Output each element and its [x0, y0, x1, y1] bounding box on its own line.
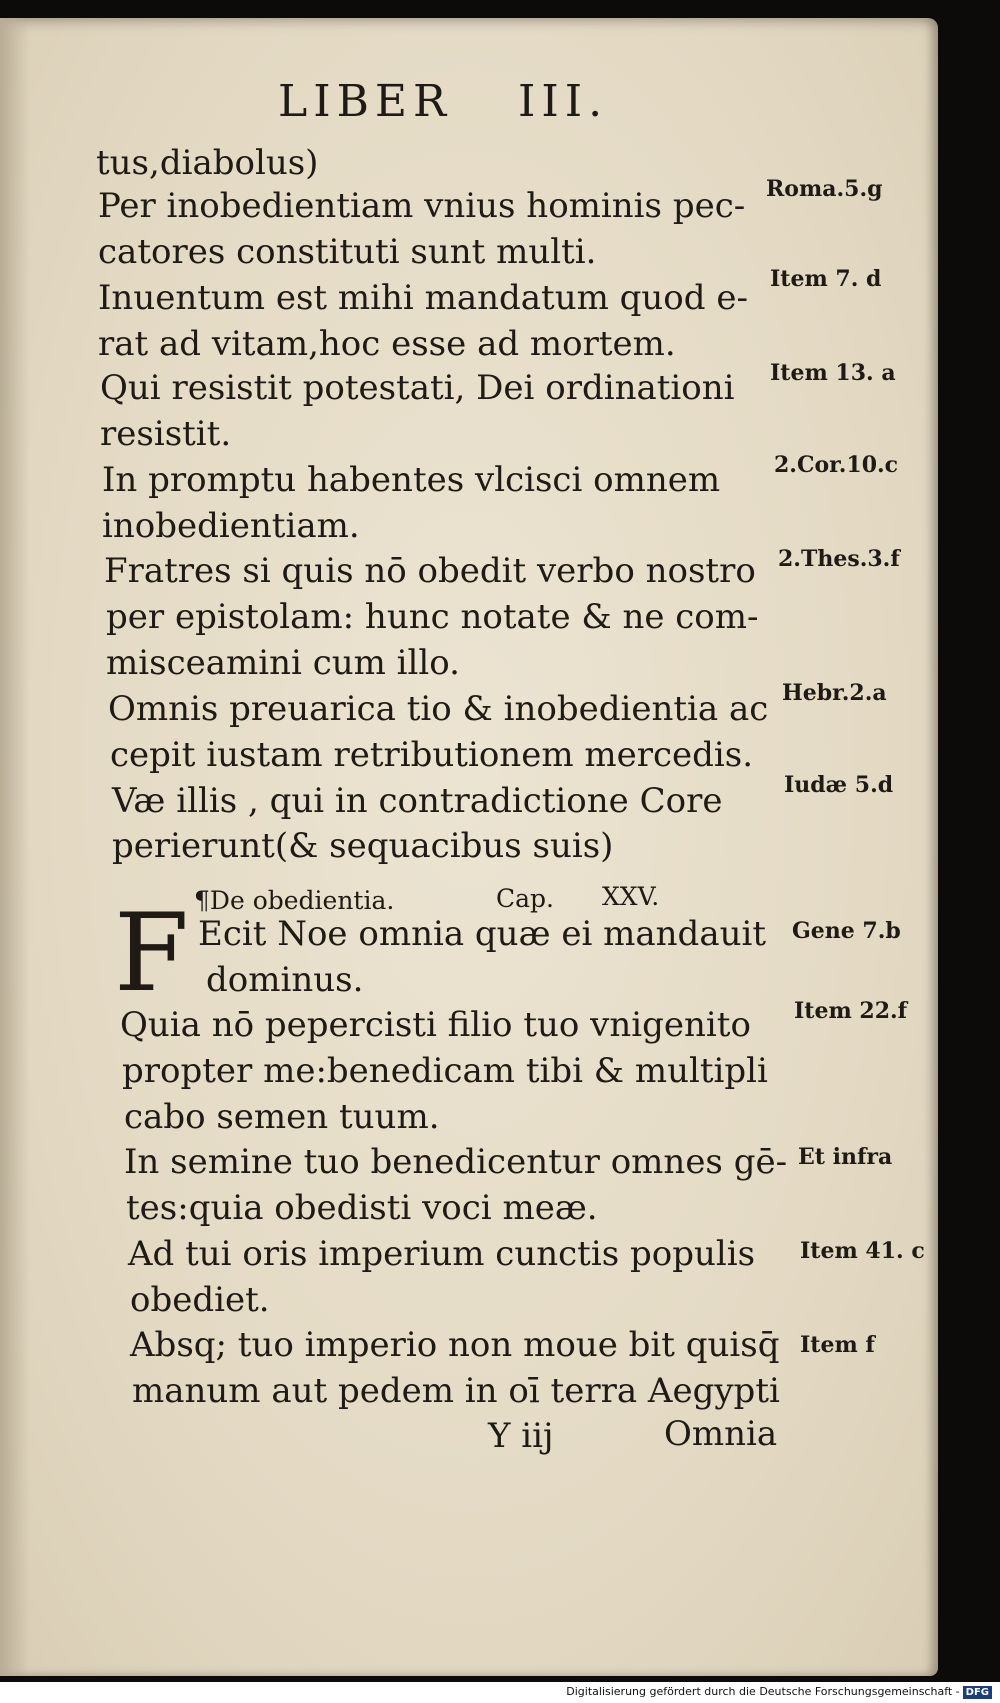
text-line-20: propter me:benedicam tibi & multipli [122, 1051, 768, 1091]
text-line-23: tes:quia obedisti voci meæ. [126, 1188, 598, 1228]
margin-note-thes: 2.Thes.3.f [778, 546, 900, 572]
text-line-8: In promptu habentes vlcisci omnem [102, 460, 721, 500]
chapter-number: XXV. [602, 882, 660, 911]
text-line-5: rat ad vitam,hoc esse ad mortem. [98, 324, 676, 364]
text-line-11: per epistolam: hunc notate & ne com- [106, 597, 759, 637]
page-gutter [0, 18, 30, 1676]
text-line-25: obediet. [130, 1280, 270, 1320]
text-line-19: Quia nō pepercisti filio tuo vnigenito [120, 1005, 751, 1045]
margin-note-hebr: Hebr.2.a [782, 680, 887, 706]
text-line-10: Fratres si quis nō obedit verbo nostro [104, 551, 756, 591]
text-line-12: misceamini cum illo. [106, 643, 460, 683]
text-line-21: cabo semen tuum. [124, 1097, 440, 1137]
running-header-liber: LIBER [278, 76, 453, 127]
margin-note-item-22: Item 22.f [794, 998, 908, 1024]
text-line-14: cepit iustam retributionem mercedis. [110, 735, 754, 775]
text-line-24: Ad tui oris imperium cunctis populis [128, 1234, 756, 1274]
margin-note-et-infra: Et infra [798, 1144, 893, 1170]
text-line-3: catores constituti sunt multi. [98, 232, 597, 272]
margin-note-item-41: Item 41. c [800, 1238, 925, 1264]
text-line-16: perierunt(& sequacibus suis) [112, 826, 614, 866]
running-header-number: III. [518, 76, 609, 127]
catchword: Omnia [664, 1414, 778, 1454]
text-line-17: Ecit Noe omnia quæ ei mandauit [198, 914, 767, 954]
text-line-6: Qui resistit potestati, Dei ordinationi [100, 368, 735, 408]
text-line-15: Væ illis , qui in contradictione Core [112, 781, 723, 821]
text-line-4: Inuentum est mihi mandatum quod e- [98, 278, 748, 318]
text-line-2: Per inobedientiam vnius hominis pec- [98, 186, 746, 226]
text-line-26: Absq; tuo imperio non moue bit quisq̄ [130, 1325, 780, 1365]
digitization-credit [566, 1685, 992, 1699]
text-line-13: Omnis preuarica tio & inobedientia ac [108, 689, 769, 729]
signature-mark: Y iij [488, 1416, 554, 1456]
chapter-cap-label: Cap. [496, 884, 554, 913]
text-line-7: resistit. [100, 414, 232, 454]
margin-note-item-f: Item f [800, 1332, 875, 1358]
credit-text: Digitalisierung gefördert durch die Deutsche Forschungsgemeinschaft - [566, 1685, 960, 1698]
text-line-1: tus,diabolus) [96, 143, 319, 183]
text-line-18: dominus. [206, 960, 364, 1000]
margin-note-item-7: Item 7. d [770, 266, 882, 292]
text-line-9: inobedientiam. [102, 506, 360, 546]
margin-note-iudae: Iudæ 5.d [784, 772, 894, 798]
margin-note-gene: Gene 7.b [792, 918, 901, 944]
chapter-heading: ¶De obedientia. [194, 886, 395, 915]
margin-note-item-13: Item 13. a [770, 360, 896, 386]
text-line-27: manum aut pedem in oī terra Aegypti [132, 1371, 780, 1411]
margin-note-cor: 2.Cor.10.c [774, 452, 899, 478]
drop-capital: F [114, 891, 189, 1016]
text-line-22: In semine tuo benedicentur omnes gē- [124, 1142, 788, 1182]
dfg-logo: DFG [963, 1686, 992, 1699]
margin-note-roma: Roma.5.g [766, 176, 883, 202]
